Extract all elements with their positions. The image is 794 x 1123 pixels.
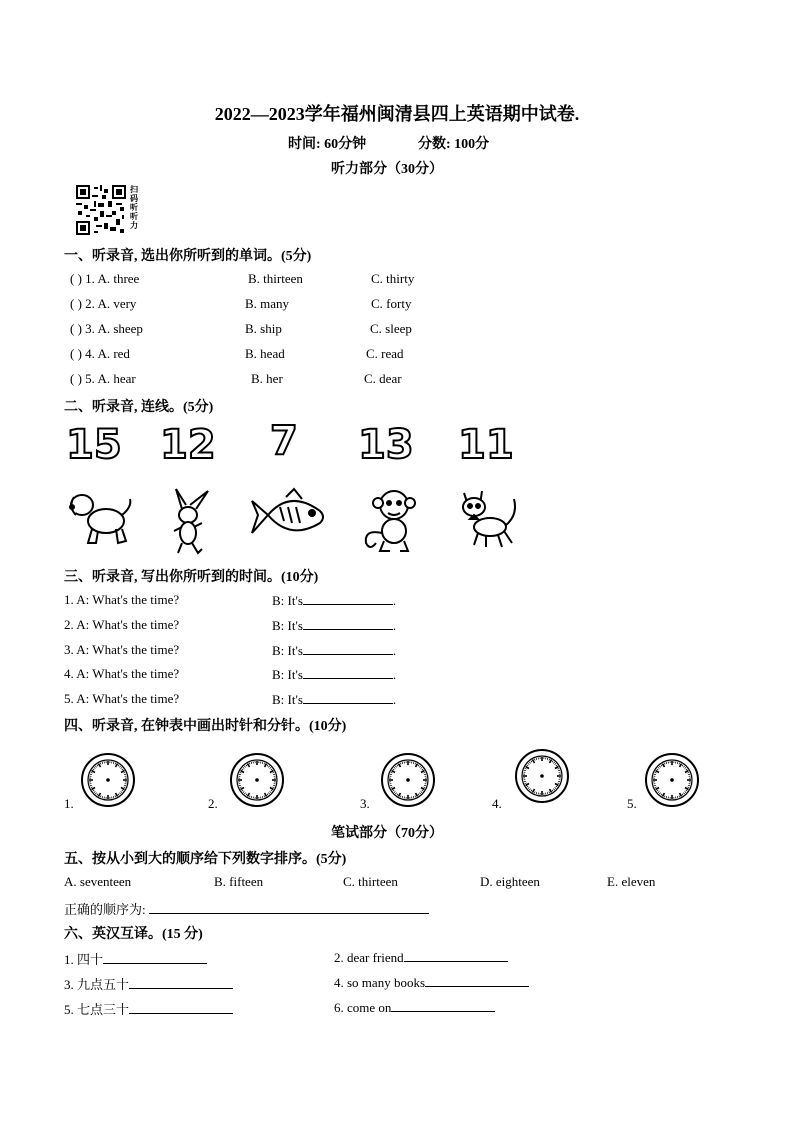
translation-item: 5. 七点三十 [64,999,233,1018]
number-12-art [158,420,220,464]
svg-text:15: 15 [66,422,122,464]
number-13-art [356,420,418,464]
number-option: A. seventeen [64,874,132,889]
section6-heading: 六、英汉互译。(15 分) [64,927,203,942]
number-15-art [64,420,126,464]
translation-blank[interactable] [425,974,529,987]
answer-blank[interactable] [303,592,393,605]
number-11-art [456,420,518,464]
clock-face-icon[interactable] [644,752,700,808]
translation-blank[interactable] [129,1001,233,1014]
svg-text:11: 11 [458,422,514,464]
option-c: C. forty [371,296,412,311]
dialog-question: 2. A: What's the time? [64,617,180,632]
dialog-question: 3. A: What's the time? [64,642,180,657]
answer-blank[interactable] [303,642,393,655]
number-7-art [268,416,308,460]
order-answer: 正确的顺序为: [64,899,429,918]
section1-heading: 一、听录音, 选出你所听到的单词。(5分) [64,249,312,264]
translation-item: 6. come on [334,999,495,1016]
dialog-question: 5. A: What's the time? [64,691,180,706]
question-row: ( ) 5. A. hear [70,371,136,386]
dog-icon [66,485,136,549]
qr-caption: 扫码听听力 [130,185,138,230]
clock-face-icon[interactable] [229,752,285,808]
section2-heading: 二、听录音, 连线。(5分) [64,400,214,415]
number-option: D. eighteen [480,874,540,889]
listening-part-heading: 听力部分（30分） [331,162,443,177]
translation-blank[interactable] [103,951,207,964]
option-c: C. dear [364,371,402,386]
dialog-question: 1. A: What's the time? [64,592,180,607]
clock-label: 4. [492,796,502,811]
dialog-answer: B: It's . [272,692,397,707]
translation-blank[interactable] [391,999,495,1012]
answer-blank[interactable] [303,617,393,630]
qr-code-icon [76,185,126,235]
option-c: C. read [366,346,404,361]
dialog-answer: B: It's . [272,618,397,633]
question-row: ( ) 2. A. very [70,296,137,311]
section5-heading: 五、按从小到大的顺序给下列数字排序。(5分) [64,852,347,867]
number-option: C. thirteen [343,874,398,889]
translation-blank[interactable] [404,949,508,962]
option-b: B. thirteen [248,271,303,286]
clock-label: 1. [64,796,74,811]
option-c: C. thirty [371,271,415,286]
clock-label: 2. [208,796,218,811]
clock-face-icon[interactable] [380,752,436,808]
section3-heading: 三、听录音, 写出你所听到的时间。(10分) [64,570,319,585]
option-b: B. her [251,371,283,386]
clock-face-icon[interactable] [80,752,136,808]
translation-item: 1. 四十 [64,949,207,968]
number-option: E. eleven [607,874,656,889]
number-option: B. fifteen [214,874,264,889]
answer-blank[interactable] [303,691,393,704]
option-b: B. many [245,296,290,311]
answer-blank[interactable] [303,666,393,679]
option-c: C. sleep [370,321,412,336]
exam-time: 时间: 60分钟 [288,137,367,152]
translation-blank[interactable] [129,976,233,989]
monkey-icon [356,485,426,555]
svg-text:7: 7 [270,418,298,460]
page-title: 2022—2023学年福州闽清县四上英语期中试卷. [214,104,580,124]
question-row: ( ) 4. A. red [70,346,130,361]
dialog-answer: B: It's . [272,643,397,658]
dialog-answer: B: It's . [272,593,397,608]
cat-icon [456,485,522,551]
translation-item: 2. dear friend [334,949,508,966]
option-b: B. head [245,346,285,361]
fish-icon [250,485,330,545]
option-b: B. ship [245,321,282,336]
written-part-heading: 笔试部分（70分） [331,826,443,841]
order-answer-blank[interactable] [149,901,429,914]
rabbit-icon [162,487,222,557]
clock-label: 5. [627,796,637,811]
clock-face-icon[interactable] [514,748,570,804]
svg-text:12: 12 [160,422,216,464]
svg-text:13: 13 [358,422,414,464]
clock-label: 3. [360,796,370,811]
translation-item: 3. 九点五十 [64,974,233,993]
dialog-question: 4. A: What's the time? [64,666,180,681]
exam-score: 分数: 100分 [418,137,490,152]
translation-item: 4. so many books [334,974,529,991]
question-row: ( ) 1. A. three [70,271,140,286]
question-row: ( ) 3. A. sheep [70,321,143,336]
section4-heading: 四、听录音, 在钟表中画出时针和分针。(10分) [64,719,347,734]
dialog-answer: B: It's . [272,667,397,682]
